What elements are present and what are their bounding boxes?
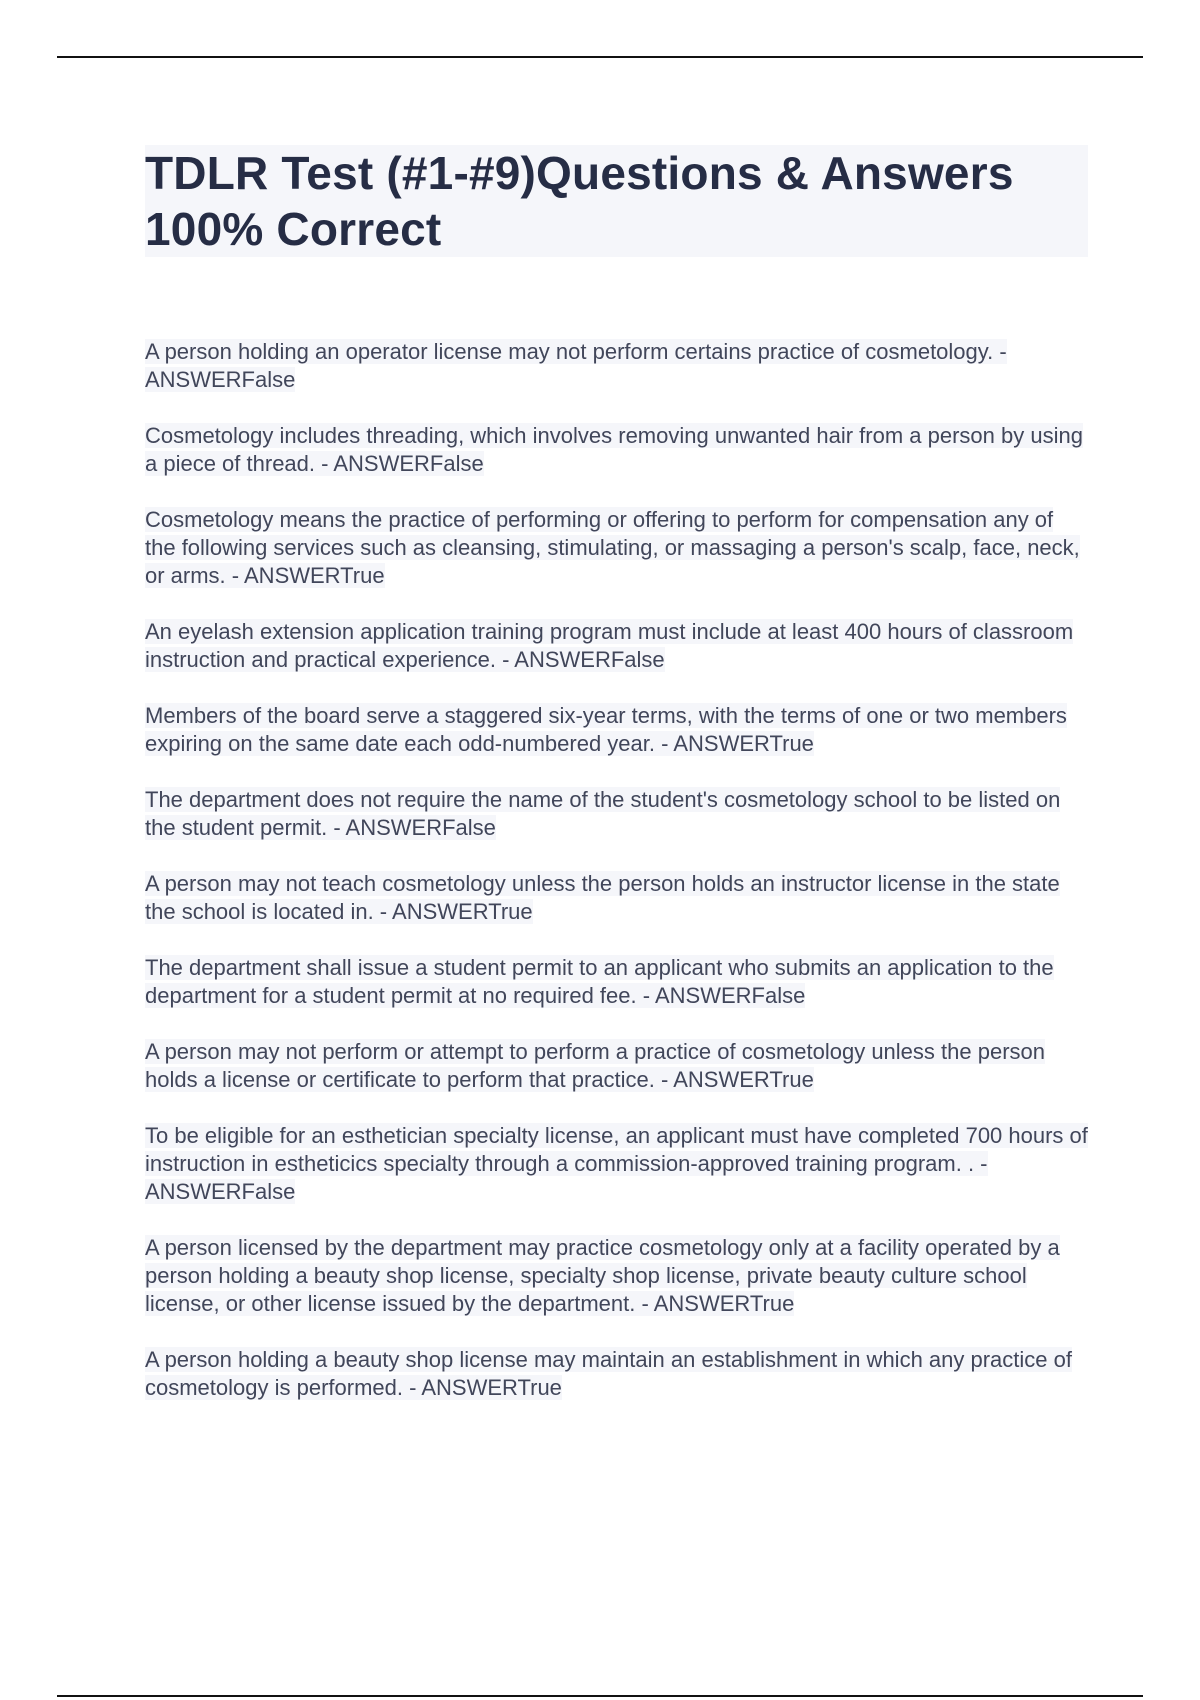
qa-item [145, 1122, 1088, 1206]
top-rule [57, 56, 1143, 58]
qa-text: A person may not perform or attempt to perform a practice of cosmetology unless the person holds a license or certificate to perform that practice. - ANSWERTrue [145, 1039, 1045, 1092]
bottom-rule [57, 1695, 1143, 1697]
qa-list [145, 338, 1088, 1430]
qa-text: To be eligible for an esthetician specialty license, an applicant must have completed 700 hours of instruction in estheticics specialty through a commission-approved training program. . - ANSWERFalse [145, 1123, 1088, 1204]
qa-item [145, 506, 1088, 590]
qa-text: Cosmetology means the practice of performing or offering to perform for compensation any of the following services such as cleansing, stimulating, or massaging a person's scalp, face, neck, or arms. - ANSWERTrue [145, 507, 1080, 588]
page-title: TDLR Test (#1-#9)Questions & Answers 100% Correct [145, 147, 1014, 255]
qa-item [145, 702, 1088, 758]
qa-text: A person holding a beauty shop license may maintain an establishment in which any practice of cosmetology is performed. - ANSWERTrue [145, 1347, 1072, 1400]
qa-text: The department does not require the name of the student's cosmetology school to be listed on the student permit. - ANSWERFalse [145, 787, 1061, 840]
qa-item [145, 954, 1088, 1010]
qa-item [145, 1346, 1088, 1402]
qa-text: Cosmetology includes threading, which involves removing unwanted hair from a person by using a piece of thread. - ANSWERFalse [145, 423, 1083, 476]
qa-item [145, 1038, 1088, 1094]
title-block [145, 145, 1088, 257]
qa-item [145, 870, 1088, 926]
qa-item [145, 422, 1088, 478]
qa-text: An eyelash extension application training program must include at least 400 hours of classroom instruction and practical experience. - ANSWERFalse [145, 619, 1074, 672]
qa-text: Members of the board serve a staggered six-year terms, with the terms of one or two members expiring on the same date each odd-numbered year. - ANSWERTrue [145, 703, 1067, 756]
qa-item [145, 338, 1088, 394]
qa-item [145, 618, 1088, 674]
qa-text: A person may not teach cosmetology unless the person holds an instructor license in the state the school is located in. - ANSWERTrue [145, 871, 1060, 924]
qa-text: A person licensed by the department may practice cosmetology only at a facility operated by a person holding a beauty shop license, specialty shop license, private beauty culture school license, or other license issued by the department. - ANSWERTrue [145, 1235, 1060, 1316]
qa-text: The department shall issue a student permit to an applicant who submits an application to the department for a student permit at no required fee. - ANSWERFalse [145, 955, 1054, 1008]
qa-item [145, 786, 1088, 842]
qa-item [145, 1234, 1088, 1318]
qa-text: A person holding an operator license may not perform certains practice of cosmetology. - ANSWERFalse [145, 339, 1007, 392]
